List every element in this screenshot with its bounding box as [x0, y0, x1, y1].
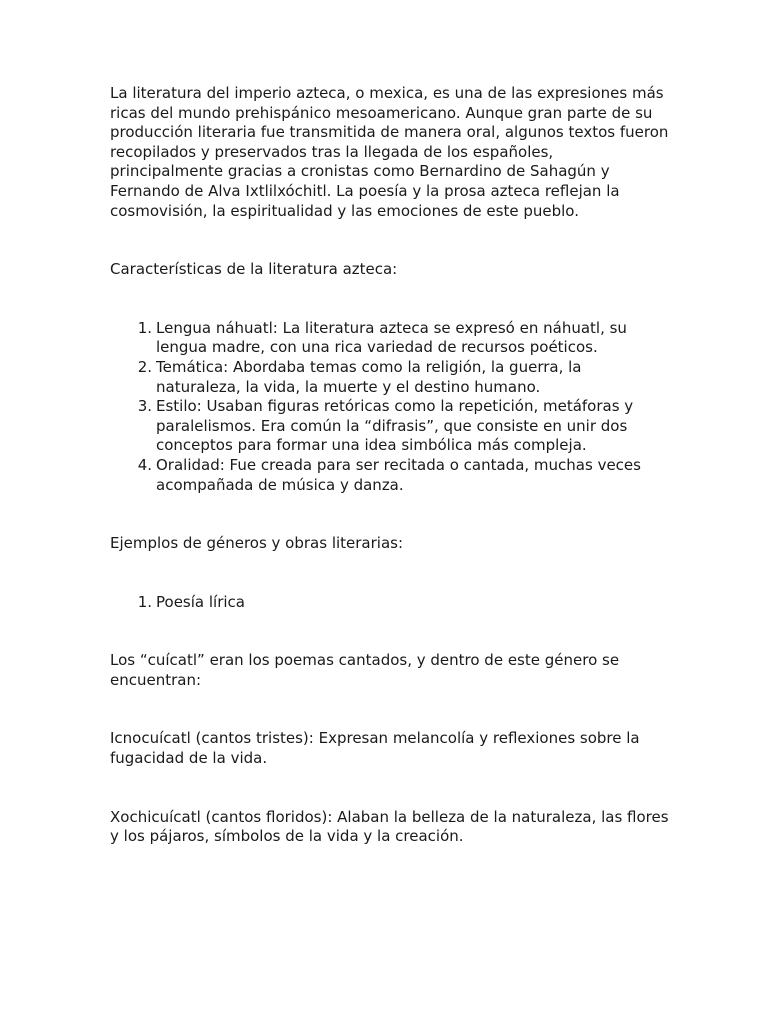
list-number: 4.	[137, 455, 152, 474]
list-number: 3.	[137, 397, 152, 416]
features-list	[110, 319, 670, 495]
genres-list	[110, 593, 670, 613]
list-item	[110, 358, 670, 397]
features-heading: Características de la literatura azteca:	[110, 260, 398, 279]
list-number: 1.	[137, 592, 152, 611]
list-number: 2.	[137, 357, 152, 376]
list-item	[110, 397, 670, 456]
list-item-text: Lengua náhuatl: La literatura azteca se expresó en náhuatl, su lengua madre, con una rica variedad de recursos poéticos.	[156, 318, 627, 357]
intro-paragraph: La literatura del imperio azteca, o mexica, es una de las expresiones más ricas del mundo prehispánico mesoamericano. Aunque gran parte de su producción literaria fue transmitida de manera oral, algunos textos fueron recopilados y preservados tras la llegada de los españoles, principalmente gracias a cronistas como Bernardino de Sahagún y Fernando de Alva Ixtlilxóchitl. La poesía y la prosa azteca reflejan la cosmovisión, la espiritualidad y las emociones de este pueblo.	[110, 84, 669, 220]
list-item-text: Oralidad: Fue creada para ser recitada o cantada, muchas veces acompañada de música y danza.	[156, 455, 641, 494]
list-number: 1.	[137, 318, 152, 337]
genres-heading: Ejemplos de géneros y obras literarias:	[110, 534, 404, 553]
list-item	[110, 456, 670, 495]
document-page	[110, 84, 670, 847]
icnocuicatl-paragraph: Icnocuícatl (cantos tristes): Expresan melancolía y reflexiones sobre la fugacidad de la vida.	[110, 729, 640, 768]
cuicatl-paragraph: Los “cuícatl” eran los poemas cantados, y dentro de este género se encuentran:	[110, 651, 620, 689]
xochicuicatl-paragraph: Xochicuícatl (cantos floridos): Alaban la belleza de la naturaleza, las flores y los pájaros, símbolos de la vida y la creación.	[110, 807, 669, 846]
list-item	[110, 319, 670, 358]
list-item-text: Estilo: Usaban figuras retóricas como la repetición, metáforas y paralelismos. Era común la “difrasis”, que consiste en unir dos conceptos para formar una idea simbólica más compleja.	[156, 397, 634, 455]
list-item-text: Temática: Abordaba temas como la religión, la guerra, la naturaleza, la vida, la muerte y el destino humano.	[156, 357, 582, 396]
list-item	[110, 593, 670, 613]
list-item-text: Poesía lírica	[156, 592, 245, 611]
